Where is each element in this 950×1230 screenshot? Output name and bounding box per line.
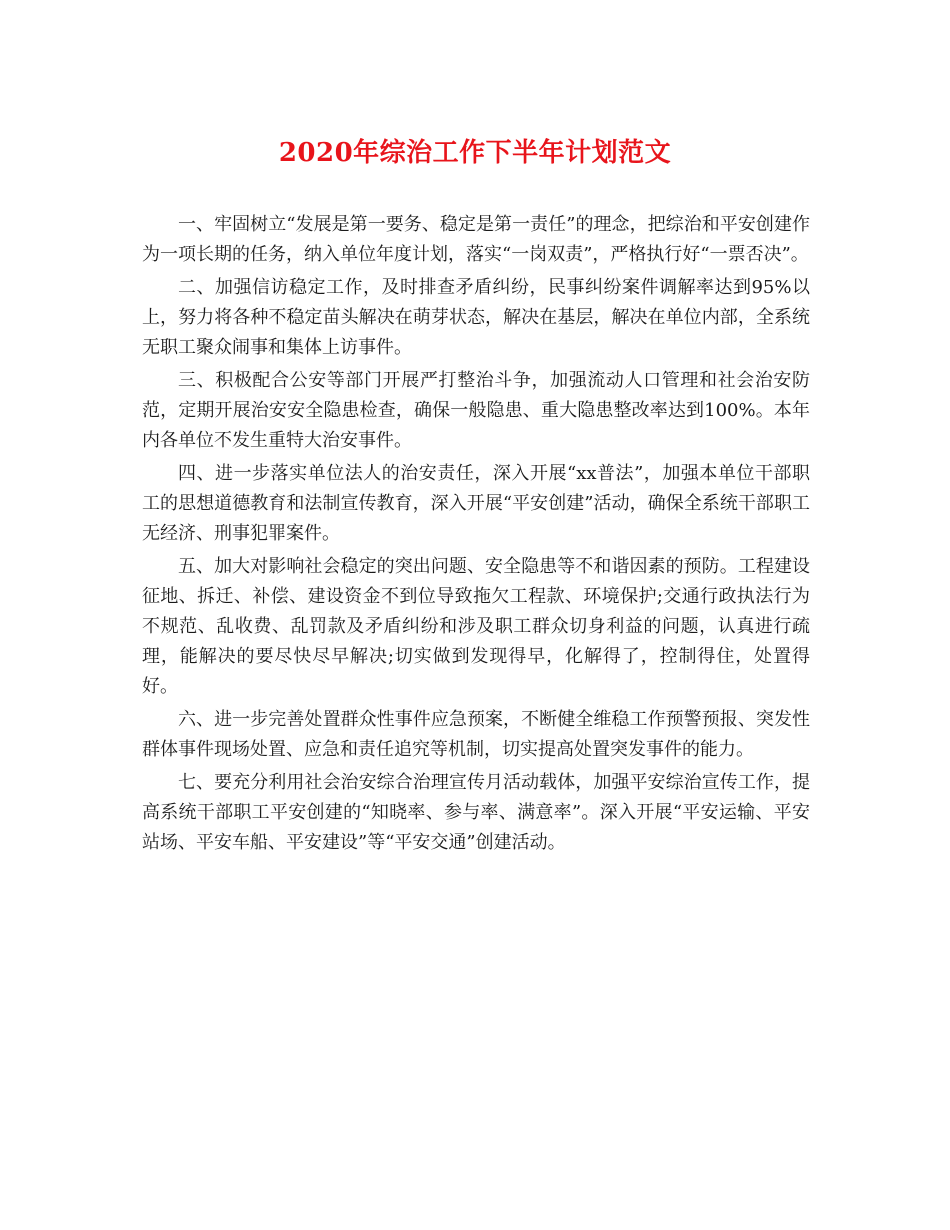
document-body — [142, 210, 810, 861]
paragraph-4: 四、进一步落实单位法人的治安责任，深入开展“xx普法”，加强本单位干部职工的思想道德教育和法制宣传教育，深入开展“平安创建”活动，确保全系统干部职工无经济、刑事犯罪案件。 — [142, 463, 810, 544]
paragraph-3: 三、积极配合公安等部门开展严打整治斗争，加强流动人口管理和社会治安防范，定期开展治安安全隐患检查，确保一般隐患、重大隐患整改率达到100%。本年内各单位不发生重特大治安事件。 — [142, 370, 810, 451]
paragraph-7: 七、要充分利用社会治安综合治理宣传月活动载体，加强平安综治宣传工作，提高系统干部职工平安创建的“知晓率、参与率、满意率”。深入开展“平安运输、平安站场、平安车船、平安建设”等“平安交通”创建活动。 — [142, 772, 810, 853]
paragraph-2: 二、加强信访稳定工作，及时排查矛盾纠纷，民事纠纷案件调解率达到95%以上，努力将各种不稳定苗头解决在萌芽状态，解决在基层，解决在单位内部，全系统无职工聚众闹事和集体上访事件。 — [142, 277, 810, 358]
paragraph-1: 一、牢固树立“发展是第一要务、稳定是第一责任”的理念，把综治和平安创建作为一项长期的任务，纳入单位年度计划，落实“一岗双责”，严格执行好“一票否决”。 — [142, 214, 810, 265]
paragraph-6: 六、进一步完善处置群众性事件应急预案，不断健全维稳工作预警预报、突发性群体事件现场处置、应急和责任追究等机制，切实提高处置突发事件的能力。 — [142, 709, 810, 760]
paragraph-5: 五、加大对影响社会稳定的突出问题、安全隐患等不和谐因素的预防。工程建设征地、拆迁、补偿、建设资金不到位导致拖欠工程款、环境保护;交通行政执法行为不规范、乱收费、乱罚款及矛盾纠纷和涉及职工群众切身利益的问题，认真进行疏理，能解决的要尽快尽早解决;切实做到发现得早，化解得了，控制得住，处置得好。 — [142, 556, 810, 697]
document-title: 2020年综治工作下半年计划范文 — [278, 138, 672, 168]
